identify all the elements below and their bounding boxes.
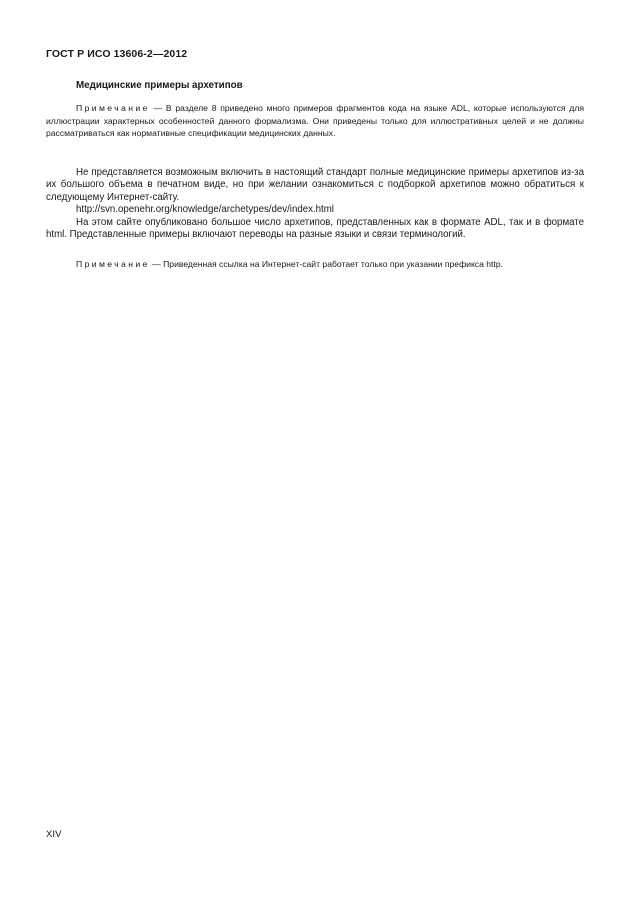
body-paragraph-2: На этом сайте опубликовано большое число архетипов, представленных как в формате ADL, так и в формате html. Представленные примеры включают переводы на разные языки и связи терминологий. (46, 216, 584, 241)
note-paragraph-2 (46, 258, 584, 271)
body-paragraph-1: Не представляется возможным включить в настоящий стандарт полные медицинские примеры архетипов из-за их большого объема в печатном виде, но при желании ознакомиться с подборкой архетипов можно обратиться к следующему Интернет-сайту. (46, 167, 584, 203)
note-paragraph-1 (46, 102, 584, 140)
note-text: — Приведенная ссылка на Интернет-сайт работает только при указании префикса http. (149, 259, 503, 269)
note-label: Примечание (76, 259, 150, 269)
section-title: Медицинские примеры архетипов (76, 80, 243, 91)
archetypes-url[interactable]: http://svn.openehr.org/knowledge/archetypes/dev/index.html (76, 204, 334, 216)
main-text (46, 167, 584, 241)
standard-header: ГОСТ Р ИСО 13606-2—2012 (46, 48, 188, 60)
note-label: Примечание (76, 103, 150, 113)
note-text: — В разделе 8 приведено много примеров фрагментов кода на языке ADL, которые используются для иллюстрации характерных особенностей данного формализма. Они приведены только для иллюстративных целей и не должны рассматриваться как нормативные спецификации медицинских данных. (46, 103, 584, 139)
page-number: XIV (46, 829, 62, 840)
